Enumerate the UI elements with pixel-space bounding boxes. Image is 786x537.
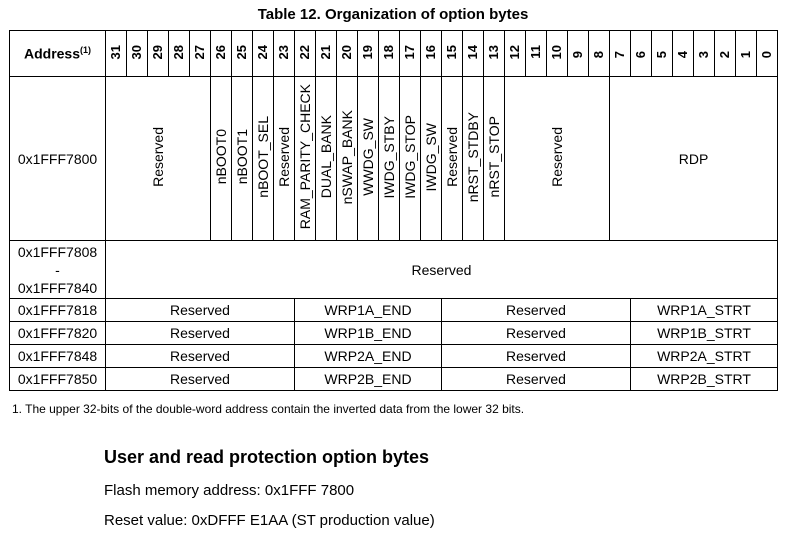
field-cell: WRP2A_STRT <box>631 345 778 368</box>
field-cell: WRP1A_END <box>295 299 442 322</box>
field-cell: Reserved <box>505 77 610 241</box>
bit-header: 30 <box>127 31 148 77</box>
field-cell: WRP2B_END <box>295 368 442 391</box>
field-cell: IWDG_STBY <box>379 77 400 241</box>
footnote-mark: (1) <box>80 45 92 56</box>
field-cell: nBOOT_SEL <box>253 77 274 241</box>
bit-header: 13 <box>484 31 505 77</box>
field-cell: nRST_STOP <box>484 77 505 241</box>
table-row <box>10 345 778 368</box>
bit-header: 28 <box>169 31 190 77</box>
field-cell: DUAL_BANK <box>316 77 337 241</box>
field-cell: WRP1B_STRT <box>631 322 778 345</box>
bit-header: 1 <box>736 31 757 77</box>
field-cell: WWDG_SW <box>358 77 379 241</box>
row-address: 0x1FFF7820 <box>10 322 106 345</box>
table-header-row <box>10 31 778 77</box>
row-address: 0x1FFF7808 - 0x1FFF7840 <box>10 241 106 299</box>
bit-header: 21 <box>316 31 337 77</box>
address-header: Address$^{(1)}$ <box>10 31 106 77</box>
bit-header: 2 <box>715 31 736 77</box>
field-cell: Reserved <box>442 345 631 368</box>
table-row <box>10 322 778 345</box>
field-cell: WRP2B_STRT <box>631 368 778 391</box>
bit-header: 23 <box>274 31 295 77</box>
bit-header: 7 <box>610 31 631 77</box>
bit-header: 9 <box>568 31 589 77</box>
bit-header: 3 <box>694 31 715 77</box>
section-heading: User and read protection option bytes <box>104 447 430 467</box>
field-cell: IWDG_STOP <box>400 77 421 241</box>
field-cell: Reserved <box>106 77 211 241</box>
field-cell: Reserved <box>106 299 295 322</box>
field-cell: nSWAP_BANK <box>337 77 358 241</box>
field-cell: Reserved <box>442 368 631 391</box>
bit-header: 5 <box>652 31 673 77</box>
field-cell: Reserved <box>106 368 295 391</box>
bit-header: 17 <box>400 31 421 77</box>
bit-header: 8 <box>589 31 610 77</box>
field-cell: Reserved <box>106 322 295 345</box>
field-cell: RDP <box>610 77 778 241</box>
table-title: Table 12. Organization of option bytes <box>257 6 529 23</box>
bit-header: 29 <box>148 31 169 77</box>
field-cell: WRP2A_END <box>295 345 442 368</box>
field-cell: nBOOT0 <box>211 77 232 241</box>
bit-header: 31 <box>106 31 127 77</box>
bit-header: 24 <box>253 31 274 77</box>
field-cell: nRST_STDBY <box>463 77 484 241</box>
reset-value-text: Reset value: 0xDFFF E1AA (ST production value) <box>104 512 435 529</box>
bit-header: 11 <box>526 31 547 77</box>
bit-header: 0 <box>757 31 778 77</box>
bit-header: 26 <box>211 31 232 77</box>
row-address: 0x1FFF7818 <box>10 299 106 322</box>
bit-header: 18 <box>379 31 400 77</box>
field-cell: Reserved <box>106 241 778 299</box>
bit-header: 20 <box>337 31 358 77</box>
field-cell: WRP1B_END <box>295 322 442 345</box>
bit-header: 19 <box>358 31 379 77</box>
row-address: 0x1FFF7848 <box>10 345 106 368</box>
field-cell: Reserved <box>106 345 295 368</box>
field-cell: nBOOT1 <box>232 77 253 241</box>
field-cell: Reserved <box>442 322 631 345</box>
bit-header: 27 <box>190 31 211 77</box>
bit-header: 25 <box>232 31 253 77</box>
bit-header: 6 <box>631 31 652 77</box>
bit-header: 12 <box>505 31 526 77</box>
table-row <box>10 368 778 391</box>
table-row <box>10 77 778 241</box>
field-cell: Reserved <box>274 77 295 241</box>
row-address: 0x1FFF7800 <box>10 77 106 241</box>
bit-header: 22 <box>295 31 316 77</box>
bit-header: 14 <box>463 31 484 77</box>
table-row <box>10 241 778 299</box>
row-address: 0x1FFF7850 <box>10 368 106 391</box>
field-cell: WRP1A_STRT <box>631 299 778 322</box>
bit-header: 16 <box>421 31 442 77</box>
option-bytes-table <box>9 30 778 391</box>
bit-header: 15 <box>442 31 463 77</box>
field-cell: Reserved <box>442 77 463 241</box>
table-row <box>10 299 778 322</box>
bit-header: 10 <box>547 31 568 77</box>
flash-address-text: Flash memory address: 0x1FFF 7800 <box>104 482 355 499</box>
field-cell: RAM_PARITY_CHECK <box>295 77 316 241</box>
table-footnote: 1. The upper 32-bits of the double-word address contain the inverted data from the lower 32 bits. <box>12 402 525 416</box>
bit-header: 4 <box>673 31 694 77</box>
field-cell: IWDG_SW <box>421 77 442 241</box>
field-cell: Reserved <box>442 299 631 322</box>
